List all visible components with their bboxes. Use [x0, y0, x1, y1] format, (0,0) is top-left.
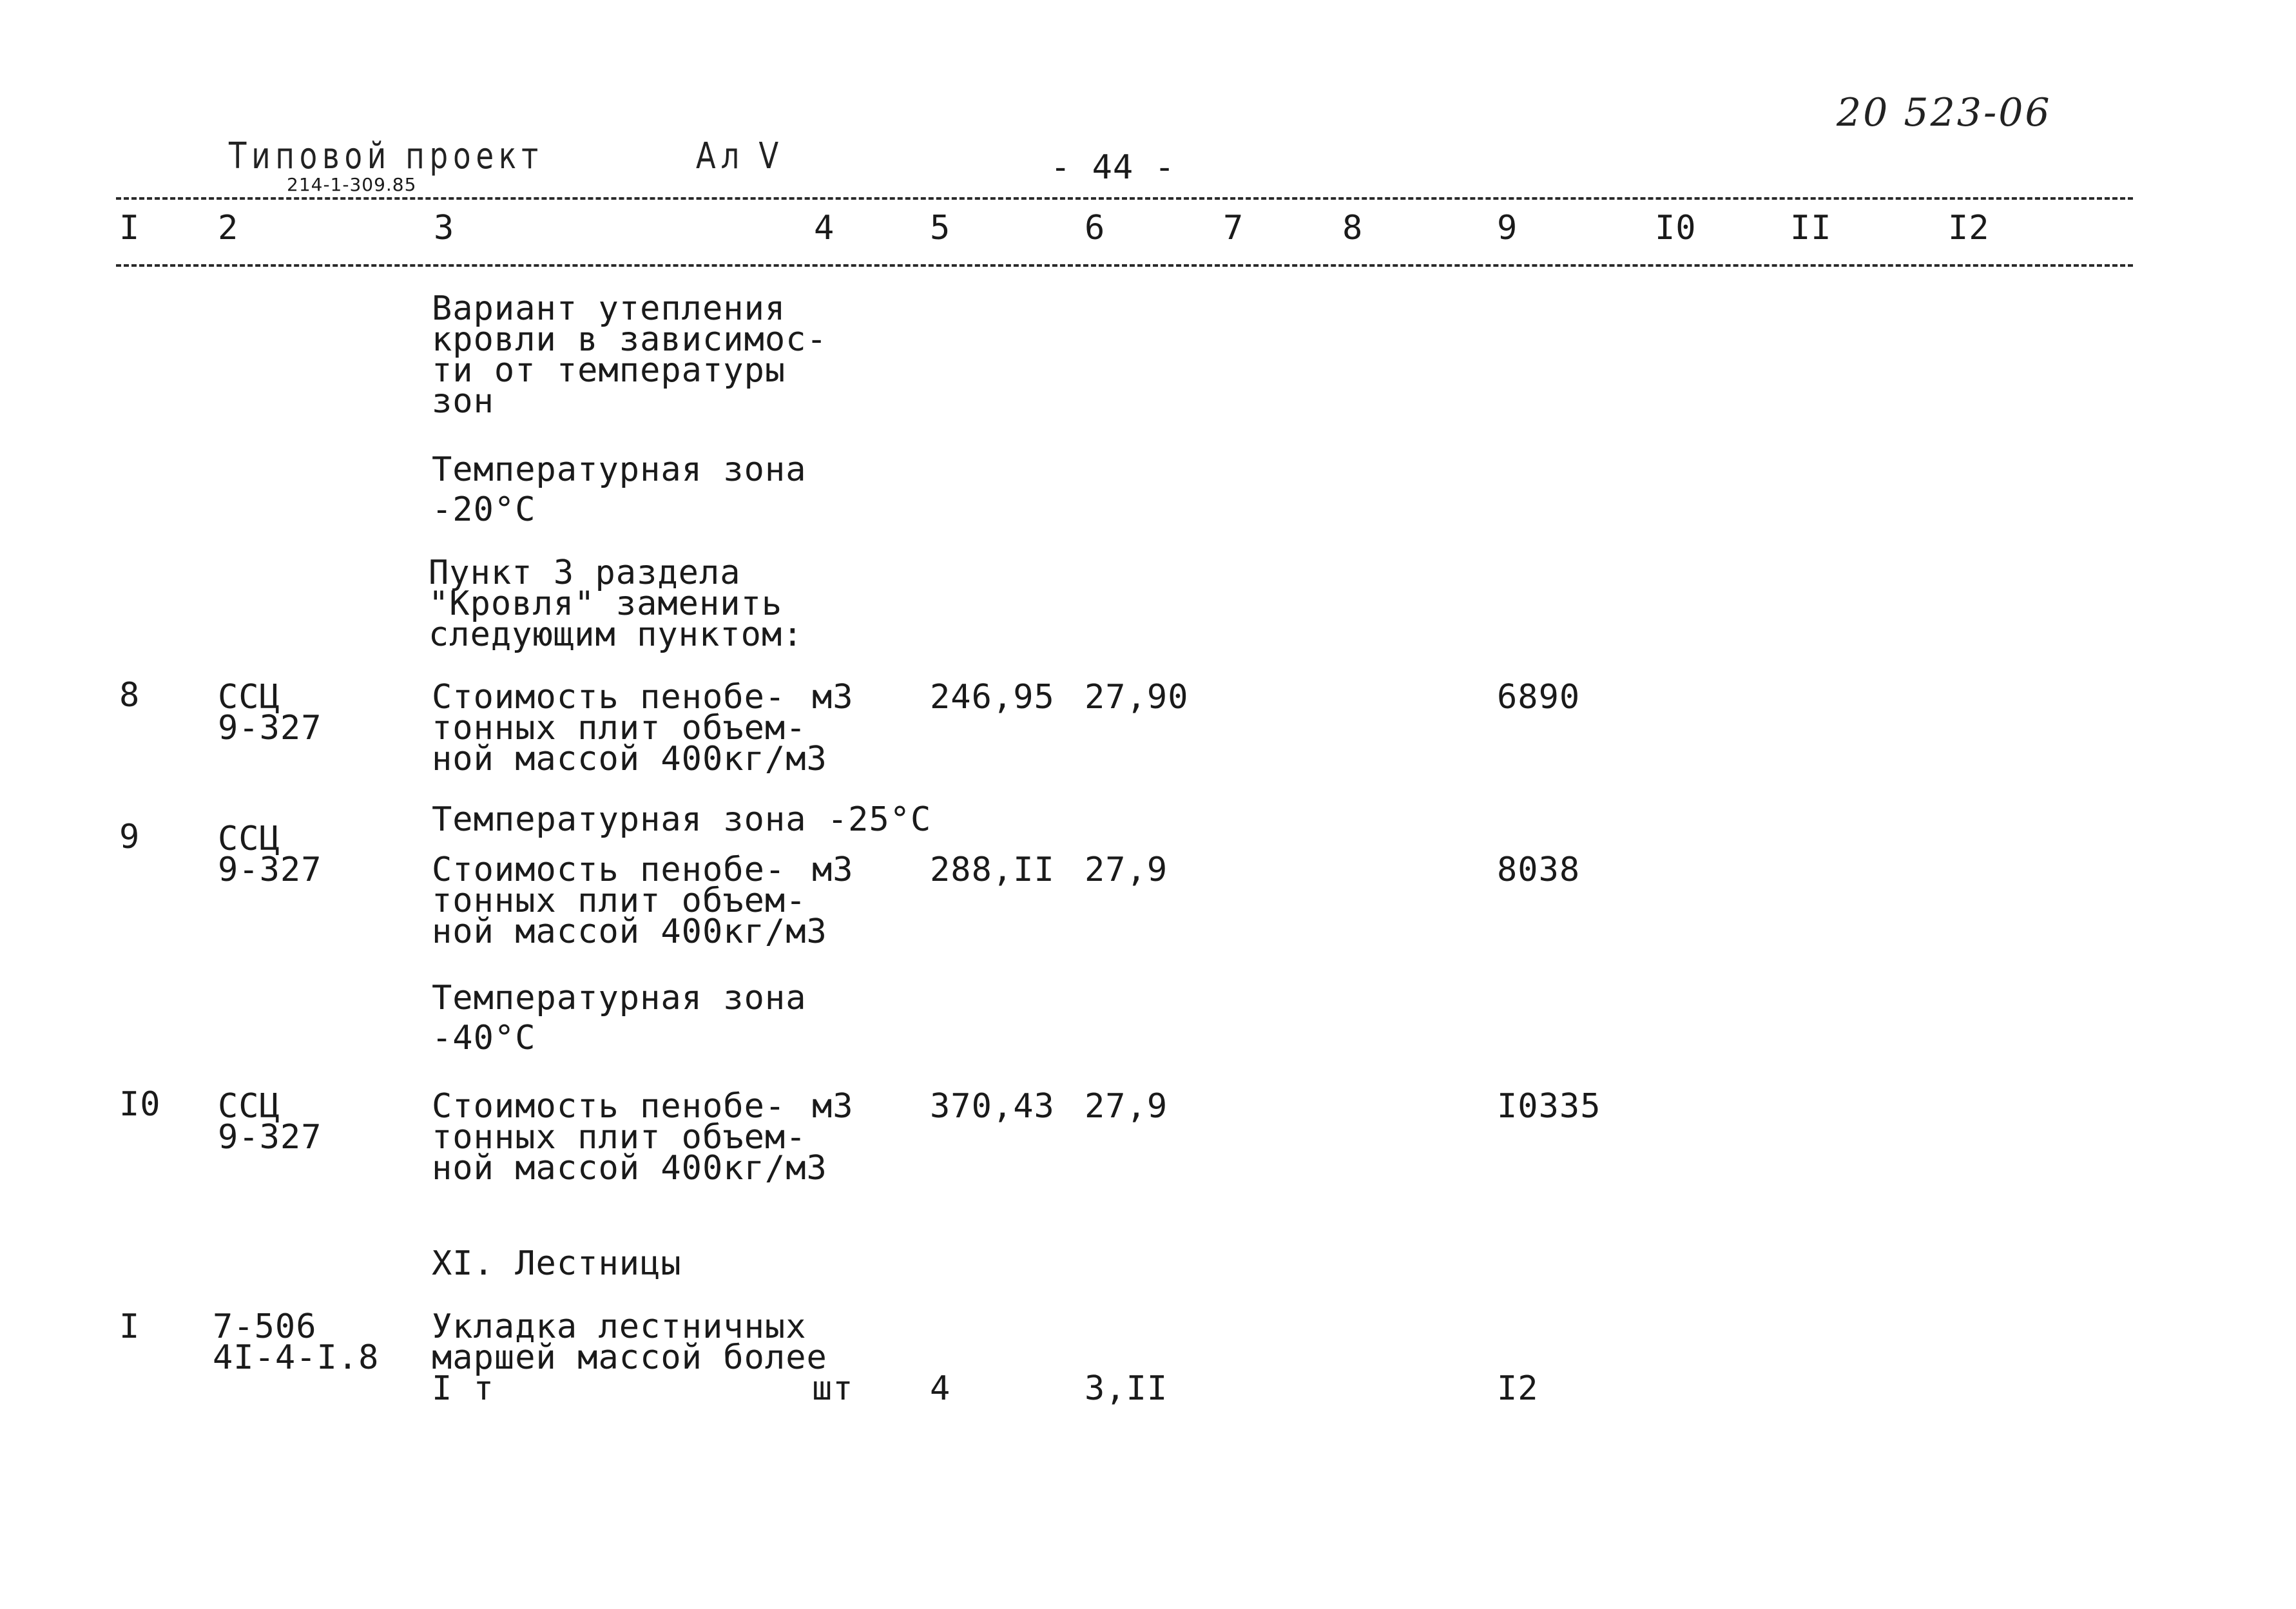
row-number: 8 [119, 676, 140, 715]
row-unit: м3 [812, 851, 854, 889]
column-header: 5 [930, 209, 951, 247]
row-unit: м3 [812, 1087, 854, 1126]
row-unit-price: 3,II [1085, 1369, 1168, 1408]
row-unit-price: 27,9 [1085, 851, 1168, 889]
stamp-code: 214-1-309.85 [287, 174, 417, 195]
zone-heading-minus20: Температурная зона -20°С [432, 450, 807, 529]
row-total: I2 [1497, 1369, 1539, 1408]
column-header: I2 [1948, 209, 1990, 247]
column-header: 6 [1085, 209, 1106, 247]
row-total: 6890 [1497, 678, 1581, 717]
column-header: 4 [814, 209, 835, 247]
row-number: 9 [119, 818, 140, 856]
row-quantity: 370,43 [930, 1087, 1055, 1126]
column-header: 3 [434, 209, 455, 247]
row-unit: шт [812, 1369, 854, 1408]
replace-instruction: Пункт 3 раздела "Кровля" заменить следующим пунктом: [429, 554, 804, 654]
row-code: ССЦ 9-327 [218, 1087, 322, 1157]
zone-heading-minus25: Температурная зона -25°С [432, 800, 932, 839]
column-header: I0 [1655, 209, 1697, 247]
row-quantity: 246,95 [930, 678, 1055, 717]
row-unit-price: 27,90 [1085, 678, 1189, 717]
row-code: ССЦ 9-327 [218, 678, 322, 747]
row-code: 7-506 4I-4-I.8 [213, 1307, 380, 1377]
row-description: Укладка лестничных маршей массой более I т [432, 1307, 827, 1408]
row-description: Стоимость пенобе- тонных плит объем- ной массой 400кг/м3 [432, 851, 827, 951]
row-number: I [119, 1307, 140, 1346]
stamp-title: Типовой проект [229, 135, 544, 177]
column-header: 2 [218, 209, 239, 247]
column-header: 9 [1497, 209, 1518, 247]
header-top-rule [116, 197, 2133, 200]
column-header: 7 [1223, 209, 1244, 247]
row-unit: м3 [812, 678, 854, 717]
row-quantity: 288,II [930, 851, 1055, 889]
zone-heading-minus40: Температурная зона -40°С [432, 979, 807, 1057]
row-quantity: 4 [930, 1369, 951, 1408]
row-description: Стоимость пенобе- тонных плит объем- ной массой 400кг/м3 [432, 678, 827, 778]
column-header: I [119, 209, 140, 247]
header-bottom-rule [116, 264, 2133, 267]
handwritten-document-number: 20 523-06 [1837, 90, 2052, 135]
row-code: ССЦ 9-327 [218, 820, 322, 889]
section-heading-stairs: XI. Лестницы [432, 1244, 682, 1283]
variant-heading: Вариант утепления кровли в зависимос- ти от температуры зон [432, 289, 827, 421]
column-header: II [1790, 209, 1832, 247]
page-number: - 44 - [1050, 148, 1175, 187]
column-header: 8 [1342, 209, 1364, 247]
row-total: I0335 [1497, 1087, 1601, 1126]
row-number: I0 [119, 1085, 161, 1124]
row-description: Стоимость пенобе- тонных плит объем- ной массой 400кг/м3 [432, 1087, 827, 1188]
row-total: 8038 [1497, 851, 1581, 889]
album-mark: Ал V [696, 135, 784, 177]
row-unit-price: 27,9 [1085, 1087, 1168, 1126]
